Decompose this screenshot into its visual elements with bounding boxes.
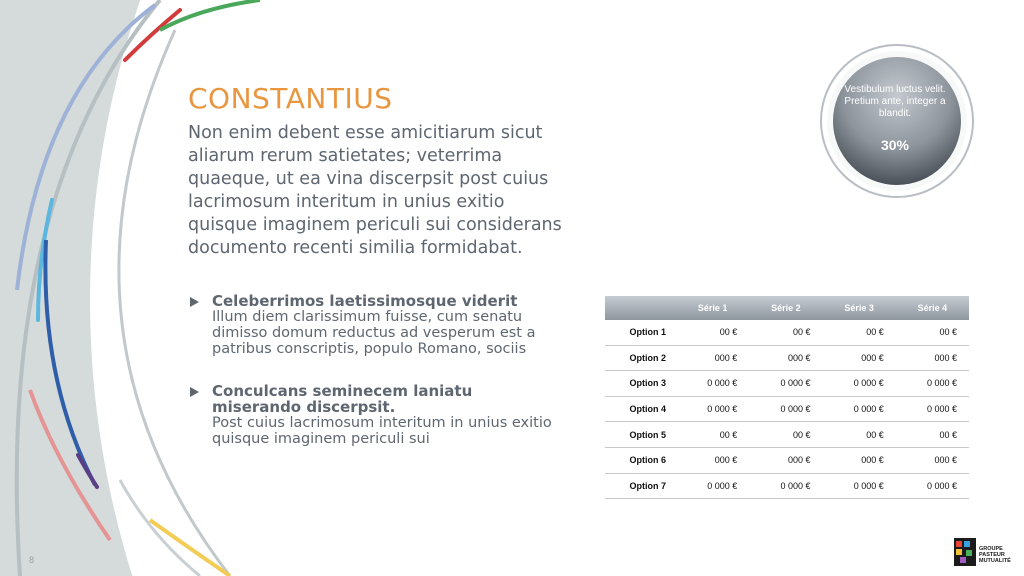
table-header-row [605, 296, 969, 320]
table-cell: 0 000 € [749, 371, 822, 397]
table-cell: 0 000 € [749, 473, 822, 499]
bullet-triangle-icon [190, 297, 199, 307]
stat-circle [818, 42, 976, 200]
table-cell: 00 € [896, 422, 969, 448]
table-cell: 000 € [676, 345, 749, 371]
table-row [605, 345, 969, 371]
table-cell: 0 000 € [676, 371, 749, 397]
table-cell: 0 000 € [823, 396, 896, 422]
table-row [605, 320, 969, 345]
row-label: Option 7 [605, 473, 676, 499]
bullet-heading: Conculcans seminecem laniatu miserando discerpsit. [212, 382, 473, 416]
logo-text: GROUPE PASTEUR MUTUALITÉ [979, 546, 1011, 564]
table-header: Série 4 [896, 296, 969, 320]
table-row [605, 371, 969, 397]
table-cell: 00 € [749, 422, 822, 448]
table-cell: 00 € [749, 320, 822, 345]
table-cell: 00 € [823, 320, 896, 345]
circle-percentage: 30% [880, 137, 910, 153]
table-header [605, 296, 676, 320]
row-label: Option 1 [605, 320, 676, 345]
row-label: Option 6 [605, 447, 676, 473]
table-cell: 0 000 € [823, 371, 896, 397]
row-label: Option 3 [605, 371, 676, 397]
table-row [605, 396, 969, 422]
table-header: Série 1 [676, 296, 749, 320]
intro-paragraph: Non enim debent esse amicitiarum sicut aliarum rerum satietates; veterrima quaeque, ut ea vina discerpsit post cuius lacrimosum interitum in unius exitio quisque imaginem periculi sui considerans documento recenti similia formidabat. [188, 123, 562, 258]
bullet-item [190, 383, 560, 447]
table-cell: 00 € [676, 320, 749, 345]
table-cell: 000 € [823, 345, 896, 371]
data-table [605, 296, 969, 499]
slide-title: CONSTANTIUS [188, 82, 393, 115]
company-logo [954, 538, 1016, 568]
bullet-heading: Celeberrimos laetissimosque viderit [212, 292, 518, 310]
bullet-item [190, 293, 560, 357]
table-cell: 000 € [896, 345, 969, 371]
table-cell: 0 000 € [896, 371, 969, 397]
table-row [605, 473, 969, 499]
circle-caption: Vestibulum luctus velit. Pretium ante, integer a blandit. [844, 84, 946, 119]
page-number: 8 [29, 555, 35, 565]
table-cell: 00 € [896, 320, 969, 345]
row-label: Option 2 [605, 345, 676, 371]
table-cell: 000 € [676, 447, 749, 473]
table-cell: 000 € [823, 447, 896, 473]
table-cell: 0 000 € [676, 473, 749, 499]
bullet-triangle-icon [190, 387, 199, 397]
logo-mark-icon [954, 538, 976, 566]
table-header: Série 3 [823, 296, 896, 320]
table-header: Série 2 [749, 296, 822, 320]
bullet-text: Illum diem clarissimum fuisse, cum senatu dimisso domum reductus ad vesperum est a patribus conscriptis, populo Romano, sociis [212, 309, 536, 357]
table-cell: 000 € [749, 447, 822, 473]
bullet-list [190, 293, 560, 473]
table-cell: 0 000 € [676, 396, 749, 422]
row-label: Option 4 [605, 396, 676, 422]
table-cell: 00 € [676, 422, 749, 448]
table-row [605, 447, 969, 473]
row-label: Option 5 [605, 422, 676, 448]
table-cell: 000 € [749, 345, 822, 371]
table-cell: 0 000 € [896, 396, 969, 422]
table-cell: 000 € [896, 447, 969, 473]
bullet-text: Post cuius lacrimosum interitum in unius exitio quisque imaginem periculi sui [212, 415, 552, 447]
table-row [605, 422, 969, 448]
table-cell: 0 000 € [823, 473, 896, 499]
table-cell: 00 € [823, 422, 896, 448]
table-cell: 0 000 € [896, 473, 969, 499]
table-cell: 0 000 € [749, 396, 822, 422]
